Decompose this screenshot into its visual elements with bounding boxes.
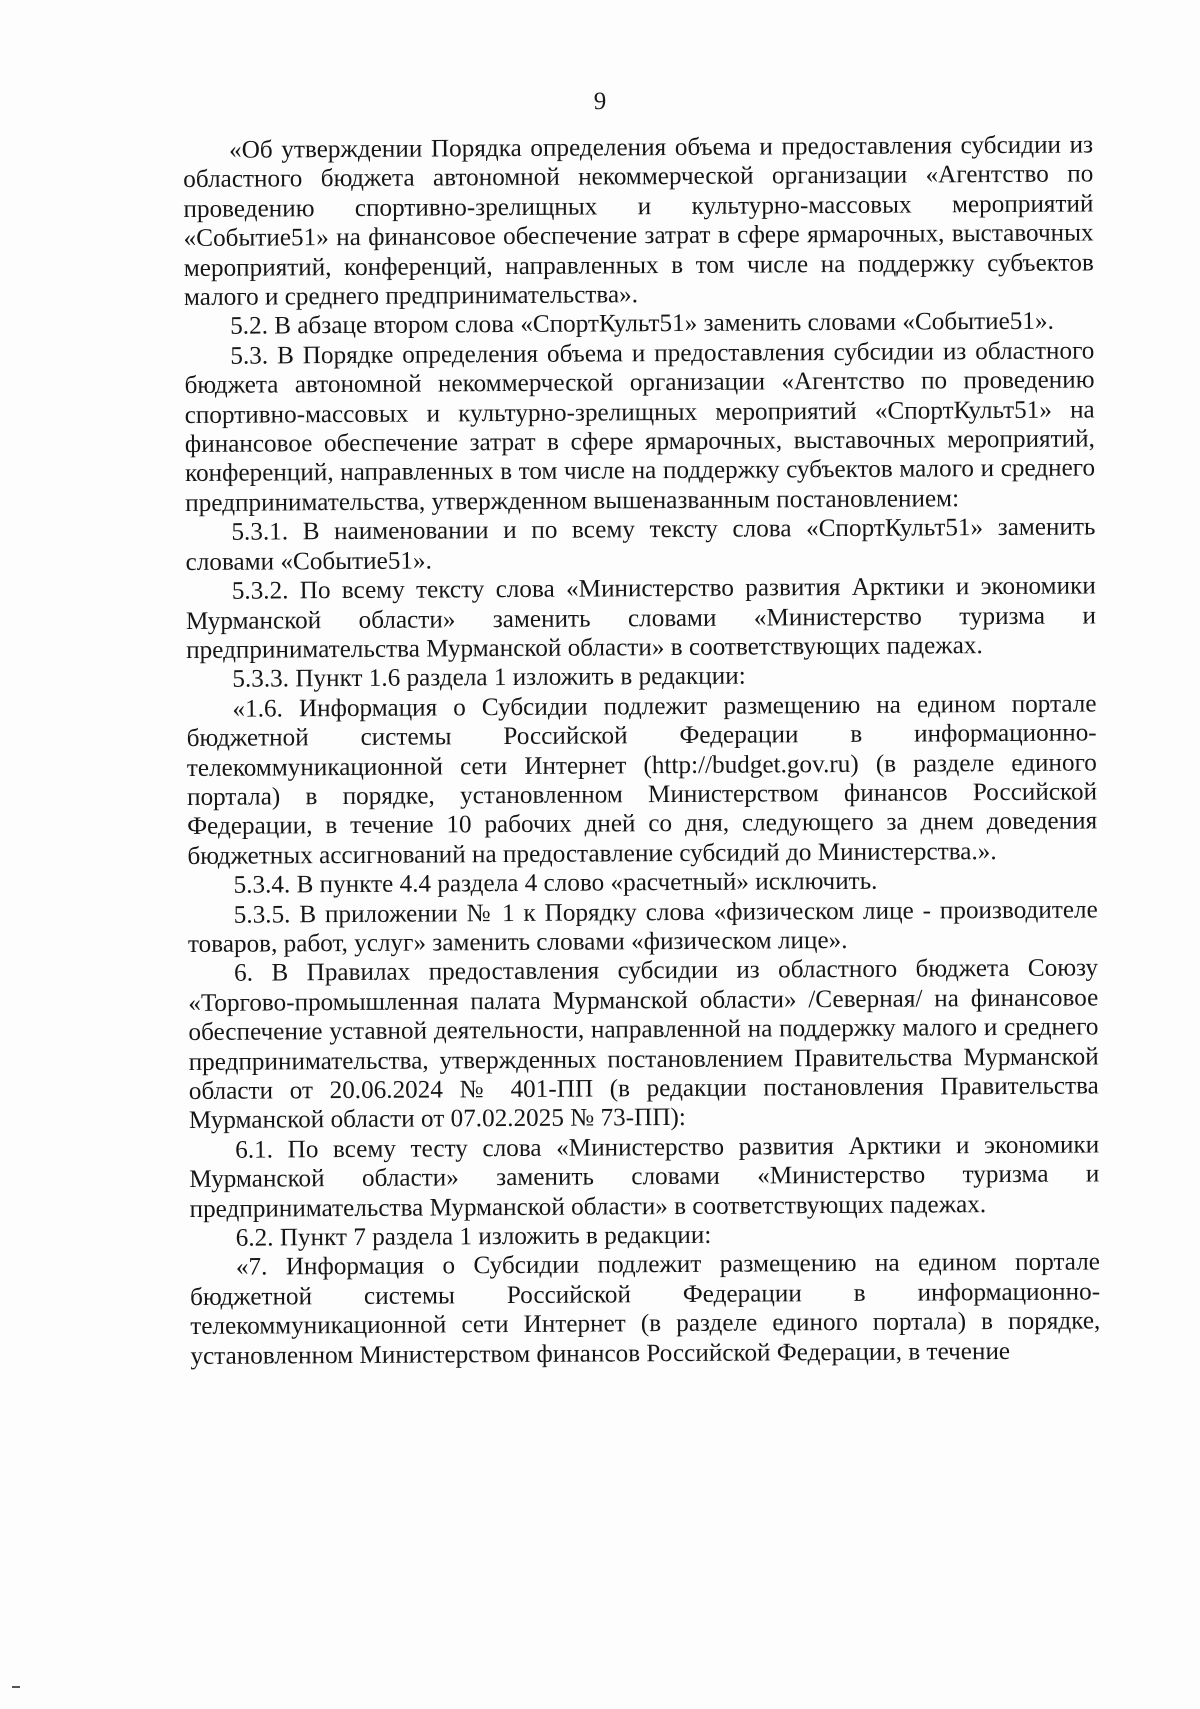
document-body xyxy=(183,130,1101,1371)
paragraph-5-3: 5.3. В Порядке определения объема и предоставления субсидии из областного бюджета автономной некоммерческой организации «Агентство по проведению спортивно-массовых и культурно-зрелищных мероприятий «СпортКульт51» на финансовое обеспечение затрат в сфере ярмарочных, выставочных мероприятий, конференций, направленных в том числе на поддержку субъектов малого и среднего предпринимательства, утвержденном вышеназванным постановлением: xyxy=(184,337,1096,517)
paragraph-6: 6. В Правилах предоставления субсидии из областного бюджета Союзу «Торгово-промышленная палата Мурманской области» /Северная/ на финансовое обеспечение уставной деятельности, направленной на поддержку малого и среднего предпринимательства, утвержденных постановлением Правительства Мурманской области от 20.06.2024 № 401-ПП (в редакции постановления Правительства Мурманской области от 07.02.2025 № 73-ПП): xyxy=(188,954,1099,1135)
paragraph-1-6-quote: «1.6. Информация о Субсидии подлежит размещению на едином портале бюджетной системы Российской Федерации в информационно-телекоммуникационной сети Интернет (http://budget.gov.ru) (в разделе единого портала) в порядке, установленном Министерством финансов Российской Федерации, в течение 10 рабочих дней со дня, следующего за днем доведения бюджетных ассигнований на предоставление субсидий до Министерства.». xyxy=(186,690,1098,870)
paragraph-5-3-5: 5.3.5. В приложении № 1 к Порядку слова «физическом лице - производителе товаров, работ, услуг» заменить словами «физическом лице». xyxy=(187,895,1098,958)
paragraph-5-3-3: 5.3.3. Пункт 1.6 раздела 1 изложить в редакции: xyxy=(232,662,746,694)
paragraph-title-continuation: «Об утверждении Порядка определения объема и предоставления субсидии из областного бюджета автономной некоммерческой организации «Агентство по проведению спортивно-зрелищных и культурно-массовых мероприятий «Событие51» на финансовое обеспечение затрат в сфере ярмарочных, выставочных мероприятий, конференций, направленных в том числе на поддержку субъектов малого и среднего предпринимательства». xyxy=(183,131,1094,312)
scan-edge-mark xyxy=(12,1686,20,1688)
paragraph-6-1: 6.1. По всему тесту слова «Министерство развития Арктики и экономики Мурманской области» заменить словами «Министерство туризма и предпринимательства Мурманской области» в соответствующих падежах. xyxy=(189,1131,1100,1223)
paragraph-6-2: 6.2. Пункт 7 раздела 1 изложить в редакции: xyxy=(235,1221,712,1252)
paragraph-5-3-1: 5.3.1. В наименовании и по всему тексту слова «СпортКульт51» заменить словами «Событие51». xyxy=(185,513,1096,576)
paragraph-5-3-4: 5.3.4. В пункте 4.4 раздела 4 слово «расчетный» исключить. xyxy=(233,867,878,899)
page-number: 9 xyxy=(593,88,607,115)
paragraph-5-3-2: 5.3.2. По всему тексту слова «Министерство развития Арктики и экономики Мурманской области» заменить словами «Министерство туризма и предпринимательства Мурманской области» в соответствующих падежах. xyxy=(185,572,1097,664)
paragraph-7-quote: «7. Информация о Субсидии подлежит размещению на едином портале бюджетной системы Российской Федерации в информационно-телекоммуникационной сети Интернет (в разделе единого портала) в порядке, установленном Министерством финансов Российской Федерации, в течение xyxy=(190,1248,1101,1370)
paragraph-5-2: 5.2. В абзаце втором слова «СпортКульт51» заменить словами «Событие51». xyxy=(230,308,1054,341)
